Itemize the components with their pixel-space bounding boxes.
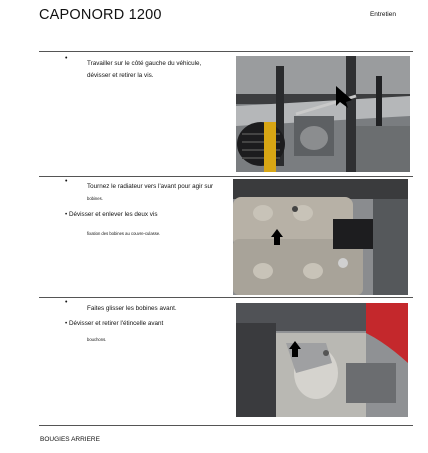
divider bbox=[39, 297, 413, 298]
step-3-line-2: • Dévisser et retirer l'étincelle avant bbox=[65, 320, 164, 327]
spark-plug-photo bbox=[236, 303, 408, 417]
divider bbox=[39, 176, 413, 177]
divider bbox=[39, 51, 413, 52]
step-1-line-1: Travailler sur le côté gauche du véhicule, bbox=[87, 60, 202, 67]
divider bbox=[39, 425, 413, 426]
bullet-marker: • bbox=[65, 178, 68, 185]
step-3-line-1: Faites glisser les bobines avant. bbox=[87, 305, 177, 312]
ignition-coil-photo bbox=[233, 179, 408, 295]
bullet-marker: • bbox=[65, 55, 68, 62]
section-label: Entretien bbox=[369, 11, 396, 18]
motorcycle-left-side-photo bbox=[236, 56, 410, 172]
step-2-line-2: • Dévisser et enlever les deux vis bbox=[65, 211, 158, 218]
step-2-line-1: Tournez le radiateur vers l'avant pour agir sur bbox=[87, 183, 214, 190]
step-2-line-1b: bobines. bbox=[87, 196, 103, 201]
step-2-line-2b: fixation des bobines au couvre-culasse. bbox=[87, 231, 161, 236]
page-title: CAPONORD 1200 bbox=[39, 7, 162, 23]
bullet-marker: • bbox=[65, 299, 68, 306]
footer-label: BOUGIES ARRIERE bbox=[40, 436, 100, 443]
step-1-line-2: dévisser et retirer la vis. bbox=[87, 72, 154, 79]
step-3-line-2b: bouchons. bbox=[87, 337, 107, 342]
